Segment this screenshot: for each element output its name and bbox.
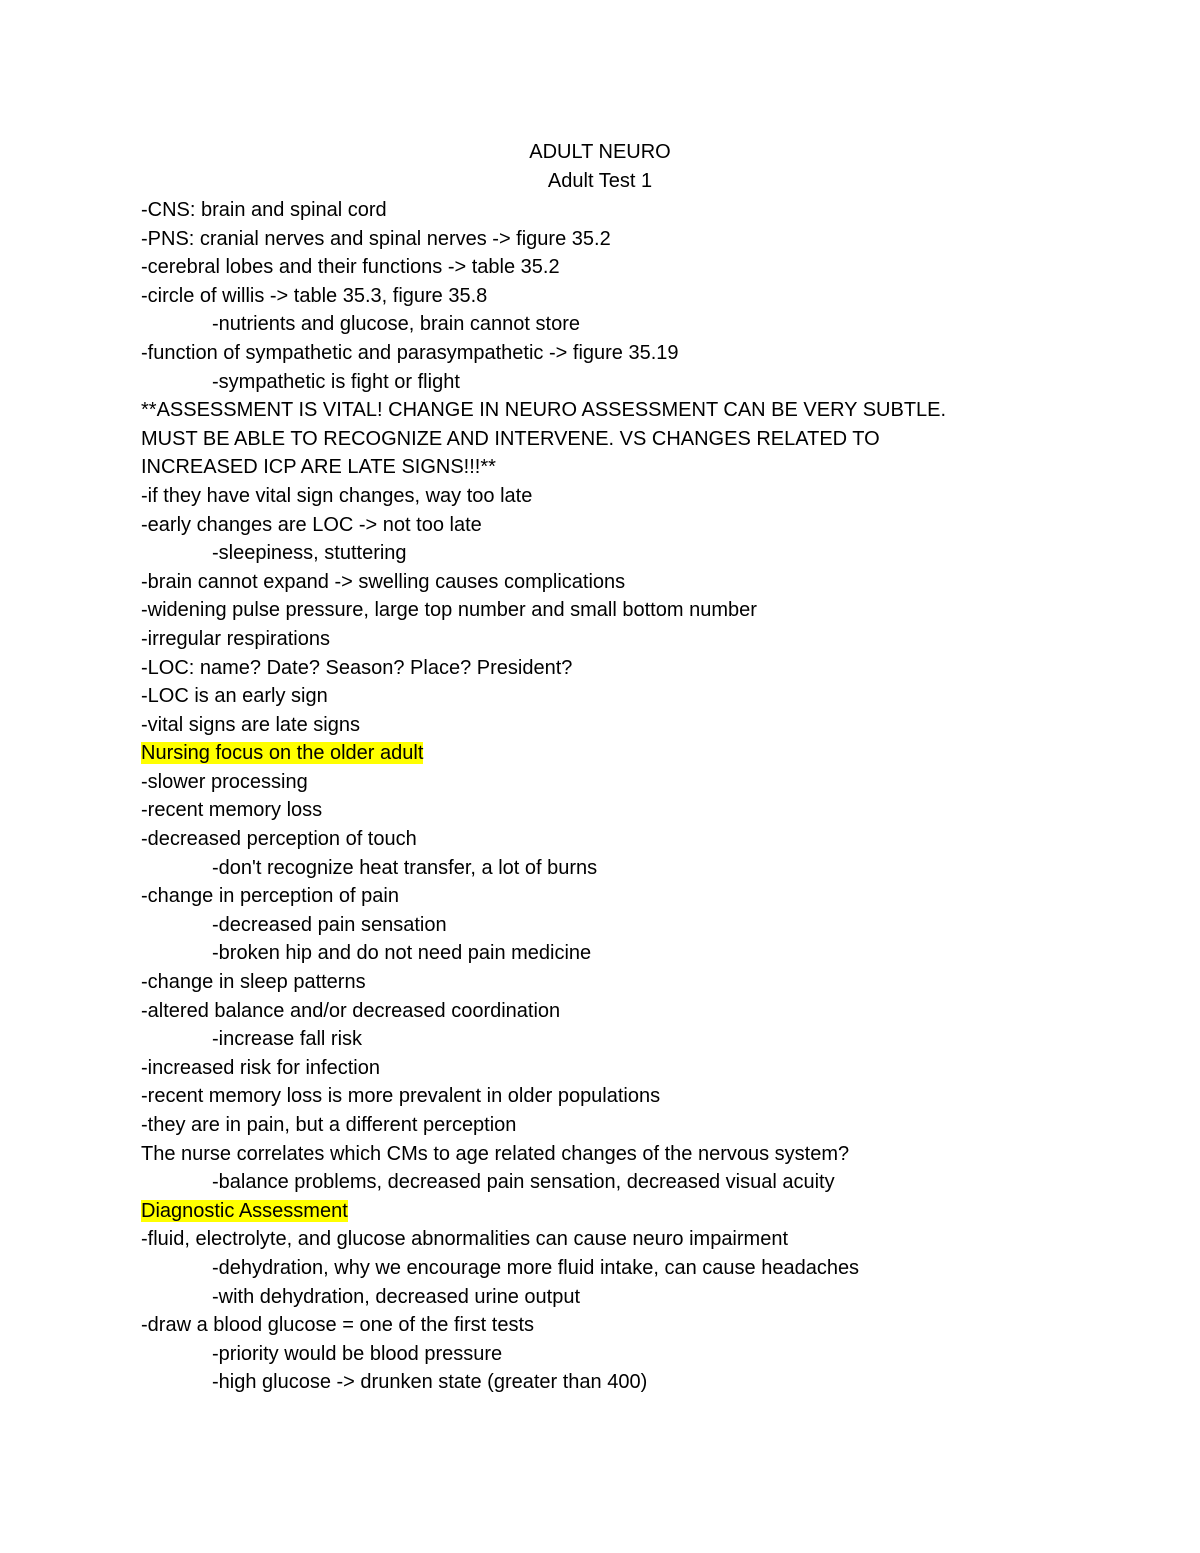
note-line-text: -cerebral lobes and their functions -> table 35.2	[141, 256, 560, 279]
note-line-text: INCREASED ICP ARE LATE SIGNS!!!**	[141, 456, 496, 479]
note-line	[0, 1340, 1200, 1369]
note-line-text: -slower processing	[141, 770, 308, 793]
note-line	[0, 453, 1200, 482]
note-line	[0, 396, 1200, 425]
note-line-text: -recent memory loss is more prevalent in older populations	[141, 1085, 661, 1108]
note-line	[0, 1025, 1200, 1054]
page-subtitle: Adult Test 1	[547, 170, 653, 192]
notes-list	[0, 196, 1200, 1397]
note-line-text: -CNS: brain and spinal cord	[141, 199, 387, 221]
note-line-text: -irregular respirations	[141, 627, 330, 650]
section-heading-text: Nursing focus on the older adult	[141, 742, 424, 765]
note-line	[0, 911, 1200, 940]
note-line-text: -fluid, electrolyte, and glucose abnormalities can cause neuro impairment	[141, 1228, 789, 1251]
note-line	[0, 482, 1200, 511]
note-line	[0, 1082, 1200, 1111]
note-line	[0, 1168, 1200, 1197]
note-line	[0, 425, 1200, 454]
note-line-text: -recent memory loss	[141, 799, 323, 822]
note-line-text: -sympathetic is fight or flight	[212, 370, 460, 393]
note-line	[0, 711, 1200, 740]
note-line	[0, 1254, 1200, 1283]
note-line	[0, 196, 1200, 225]
note-line	[0, 1283, 1200, 1312]
note-line	[0, 368, 1200, 397]
note-line-text: The nurse correlates which CMs to age related changes of the nervous system?	[141, 1142, 850, 1165]
note-line-text: -broken hip and do not need pain medicine	[212, 942, 592, 965]
note-line-text: **ASSESSMENT IS VITAL! CHANGE IN NEURO ASSESSMENT CAN BE VERY SUBTLE.	[141, 399, 947, 422]
note-line-text: -PNS: cranial nerves and spinal nerves -> figure 35.2	[141, 227, 611, 250]
note-line-text: -change in sleep patterns	[141, 971, 366, 994]
note-line	[0, 1368, 1200, 1397]
note-line-text: -function of sympathetic and parasympathetic -> figure 35.19	[141, 341, 679, 364]
note-line	[0, 625, 1200, 654]
note-line-text: -increased risk for infection	[141, 1056, 380, 1079]
note-line-text: -widening pulse pressure, large top number and small bottom number	[141, 599, 757, 622]
note-line-text: -priority would be blood pressure	[212, 1342, 503, 1365]
note-line	[0, 968, 1200, 997]
note-line-text: -brain cannot expand -> swelling causes complications	[141, 570, 626, 593]
note-line	[0, 882, 1200, 911]
note-line	[0, 1225, 1200, 1254]
note-line	[0, 1311, 1200, 1340]
note-line-text: MUST BE ABLE TO RECOGNIZE AND INTERVENE. VS CHANGES RELATED TO	[141, 427, 880, 450]
note-line	[0, 253, 1200, 282]
note-line-text: -balance problems, decreased pain sensation, decreased visual acuity	[212, 1171, 835, 1194]
note-line-text: -decreased perception of touch	[141, 828, 417, 851]
page-title: ADULT NEURO	[529, 141, 671, 163]
note-line	[0, 339, 1200, 368]
note-line	[0, 225, 1200, 254]
note-line-text: -change in perception of pain	[141, 885, 399, 908]
note-line-text: -increase fall risk	[212, 1028, 363, 1051]
section-heading	[0, 739, 1200, 768]
note-line-text: -high glucose -> drunken state (greater than 400)	[212, 1371, 648, 1394]
note-line-text: -LOC: name? Date? Season? Place? President?	[141, 656, 573, 679]
note-line	[0, 511, 1200, 540]
note-line-text: -if they have vital sign changes, way too late	[141, 484, 533, 507]
note-line	[0, 768, 1200, 797]
document-page	[0, 138, 1200, 1397]
note-line	[0, 1054, 1200, 1083]
note-line	[0, 1111, 1200, 1140]
note-line-text: -early changes are LOC -> not too late	[141, 513, 482, 536]
note-line	[0, 568, 1200, 597]
note-line-text: -circle of willis -> table 35.3, figure 35.8	[141, 284, 488, 307]
note-line	[0, 854, 1200, 883]
note-line-text: -sleepiness, stuttering	[212, 542, 407, 565]
note-line-text: -altered balance and/or decreased coordination	[141, 999, 561, 1022]
note-line-text: -don't recognize heat transfer, a lot of burns	[212, 856, 598, 879]
note-line-text: -draw a blood glucose = one of the first tests	[141, 1314, 534, 1337]
note-line	[0, 997, 1200, 1026]
note-line	[0, 282, 1200, 311]
note-line-text: -they are in pain, but a different perception	[141, 1114, 517, 1136]
note-line-text: -LOC is an early sign	[141, 685, 328, 708]
note-line-text: -with dehydration, decreased urine output	[212, 1285, 581, 1308]
note-line	[0, 682, 1200, 711]
section-heading	[0, 1197, 1200, 1226]
note-line	[0, 796, 1200, 825]
note-line	[0, 310, 1200, 339]
note-line-text: -vital signs are late signs	[141, 713, 360, 736]
note-line	[0, 1140, 1200, 1169]
note-line	[0, 539, 1200, 568]
note-line	[0, 939, 1200, 968]
note-line	[0, 596, 1200, 625]
note-line	[0, 654, 1200, 683]
note-line-text: -decreased pain sensation	[212, 913, 447, 936]
note-line	[0, 825, 1200, 854]
note-line-text: -nutrients and glucose, brain cannot store	[212, 313, 580, 336]
note-line-text: -dehydration, why we encourage more fluid intake, can cause headaches	[212, 1256, 860, 1279]
section-heading-text: Diagnostic Assessment	[141, 1199, 348, 1222]
